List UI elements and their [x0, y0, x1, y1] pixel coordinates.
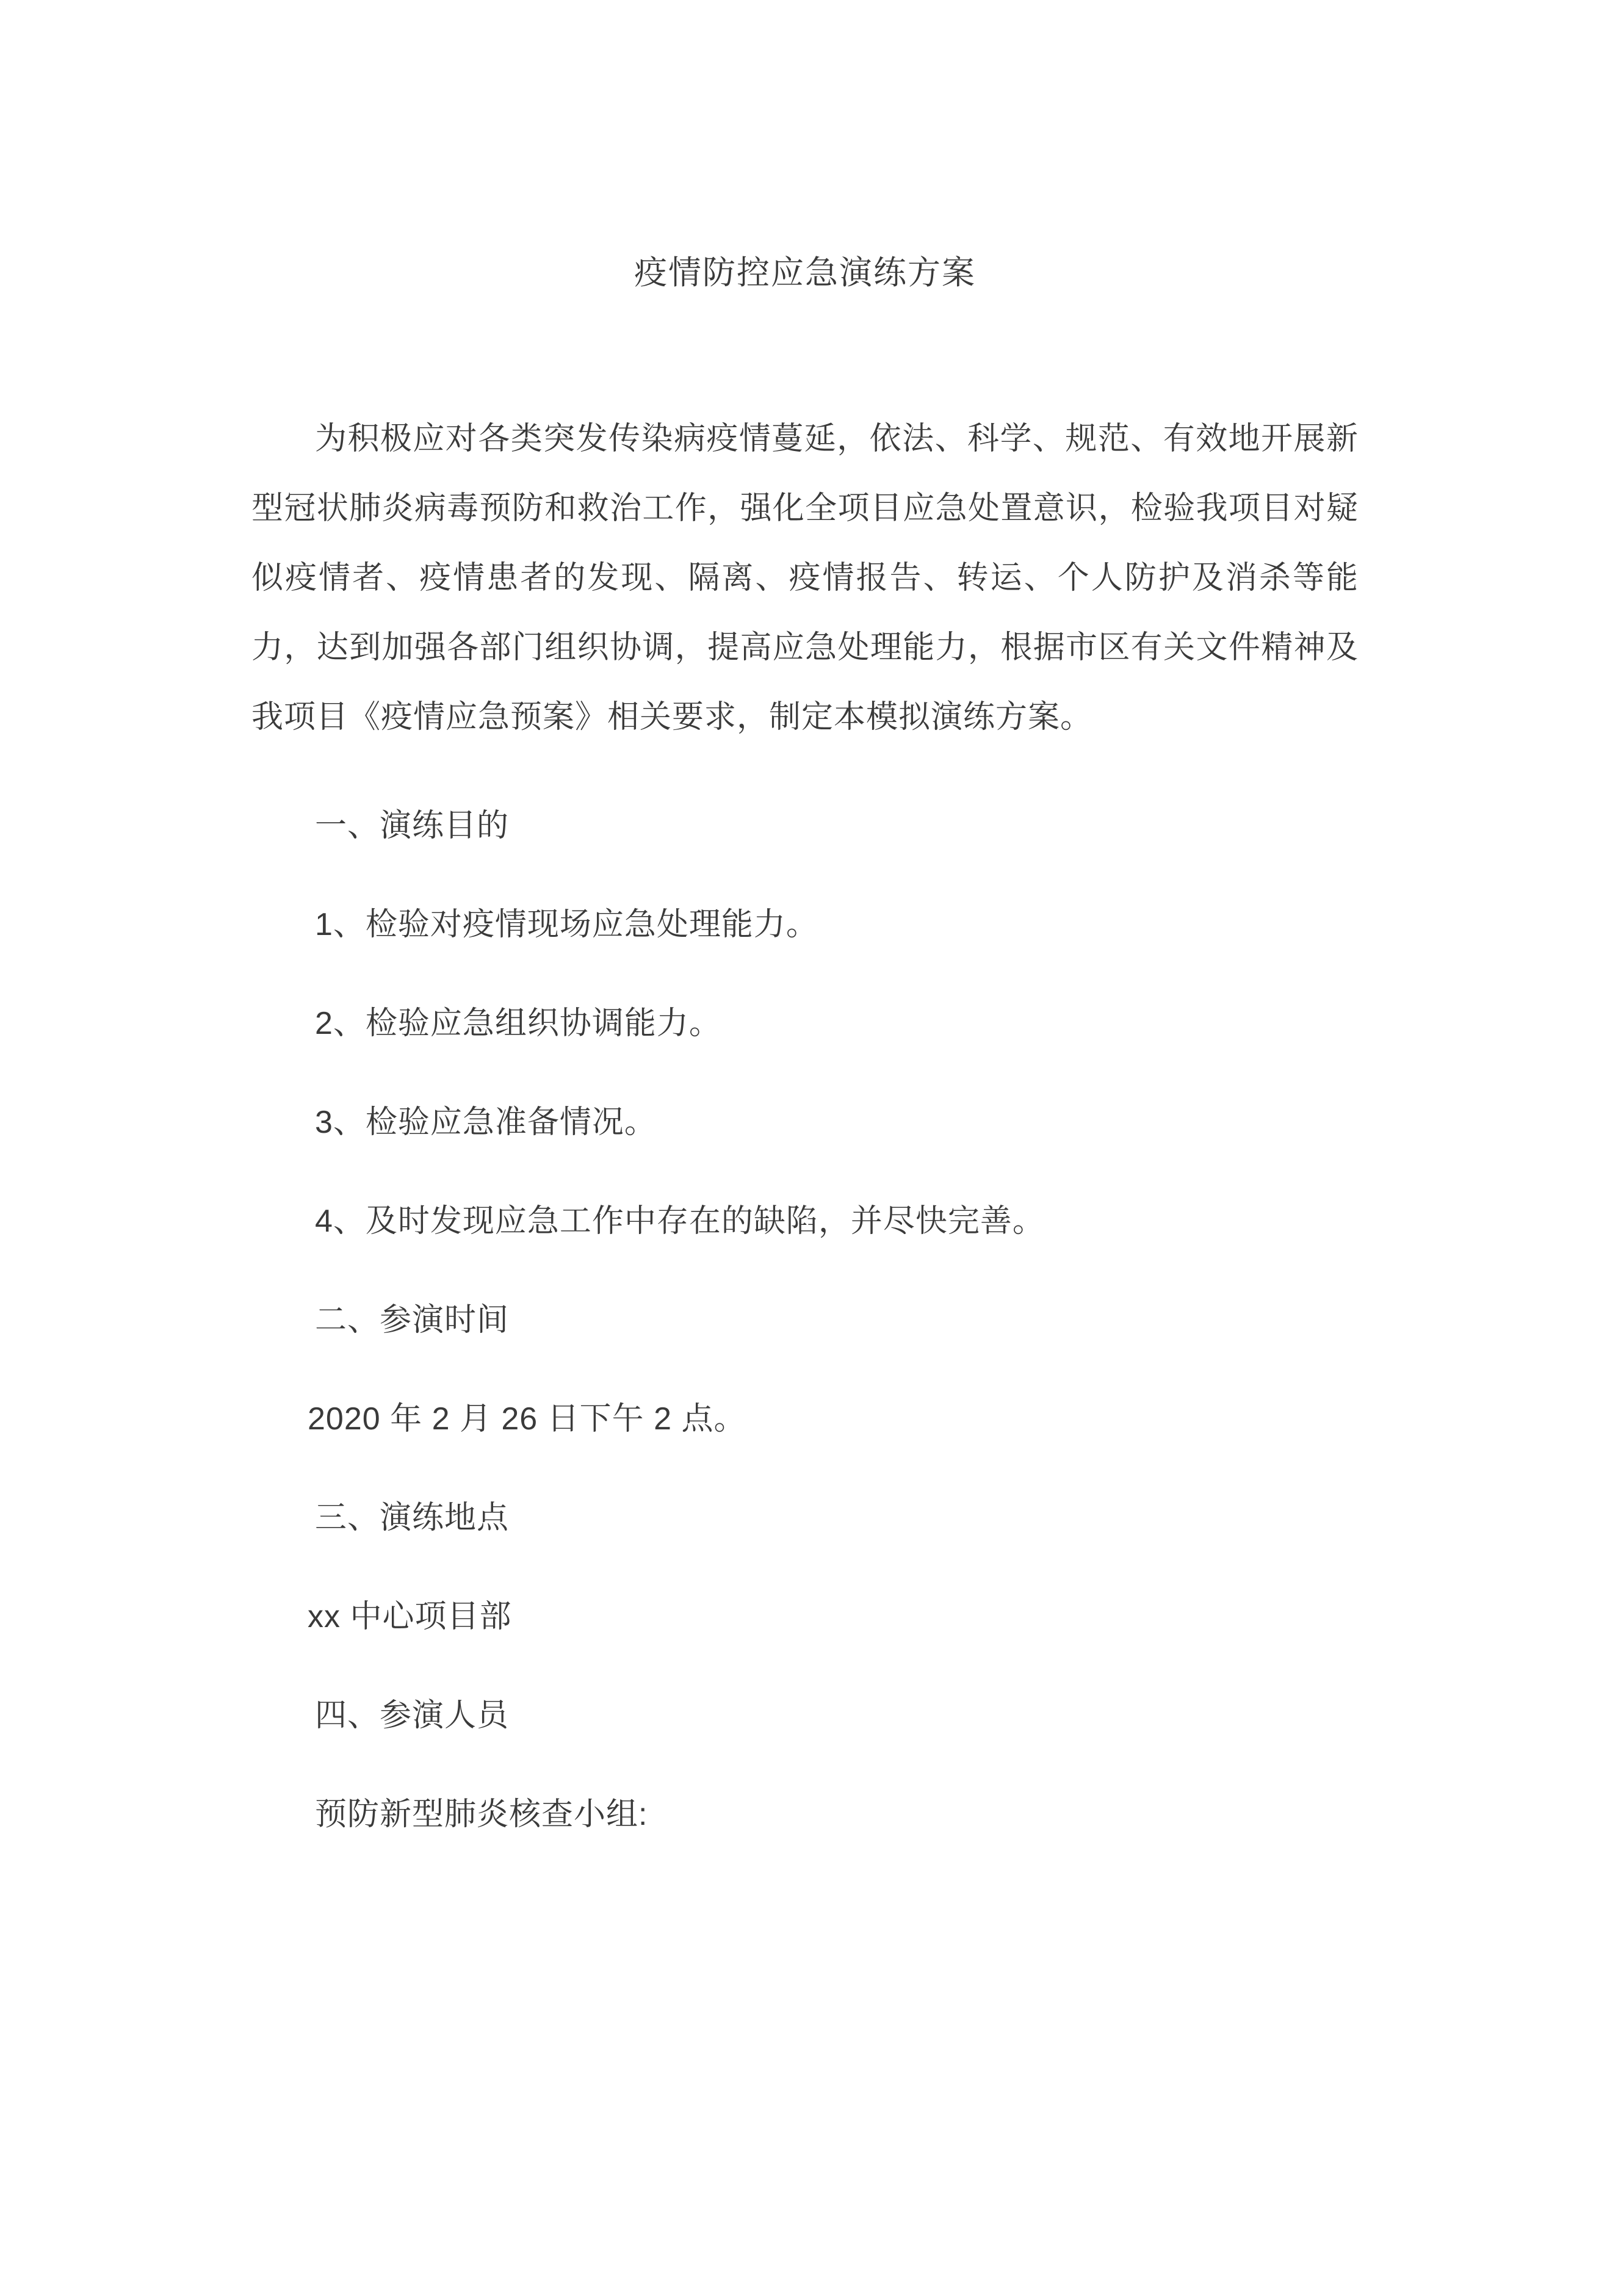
- purpose-item-2: 2、检验应急组织协调能力。: [315, 1006, 721, 1041]
- participants-group-label: 预防新型肺炎核查小组:: [315, 1797, 648, 1832]
- section-heading-drill-location: 三、演练地点: [315, 1500, 510, 1536]
- intro-paragraph: 为积极应对各类突发传染病疫情蔓延，依法、科学、规范、有效地开展新型冠状肺炎病毒预防和救治工作，强化全项目应急处置意识，检验我项目对疑似疫情者、疫情患者的发现、隔离、疫情报告、转运、个人防护及消杀等能力，达到加强各部门组织协调，提高应急处理能力，根据市区有关文件精神及我项目《疫情应急预案》相关要求，制定本模拟演练方案。: [251, 421, 1359, 735]
- purpose-item-3: 3、检验应急准备情况。: [315, 1105, 657, 1140]
- purpose-item-4: 4、及时发现应急工作中存在的缺陷，并尽快完善。: [315, 1204, 1045, 1239]
- drill-time-value: 2020 年 2 月 26 日下午 2 点。: [308, 1401, 746, 1437]
- section-heading-participants: 四、参演人员: [315, 1698, 510, 1733]
- section-heading-drill-time: 二、参演时间: [315, 1302, 510, 1338]
- document-title: 疫情防控应急演练方案: [634, 255, 976, 291]
- purpose-item-1: 1、检验对疫情现场应急处理能力。: [315, 907, 818, 942]
- section-heading-drill-purpose: 一、演练目的: [315, 808, 510, 843]
- drill-location-value: xx 中心项目部: [308, 1599, 512, 1634]
